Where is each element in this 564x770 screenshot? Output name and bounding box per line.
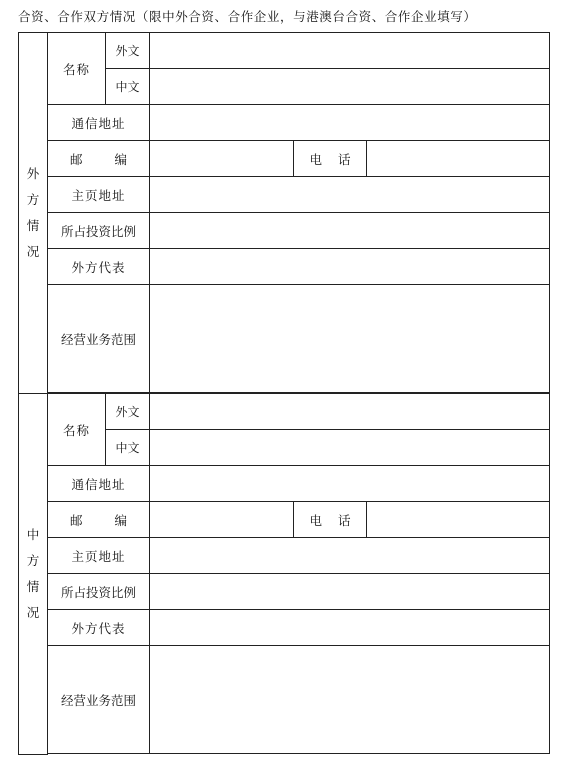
foreign-address-label: 通信地址 <box>48 105 150 141</box>
foreign-name-foreign-label: 外文 <box>106 33 150 69</box>
chinese-postcode-field[interactable] <box>150 502 294 538</box>
chinese-name-foreign-field[interactable] <box>150 394 550 430</box>
foreign-section-label-cell <box>19 33 48 394</box>
chinese-scope-field[interactable] <box>150 646 550 754</box>
chinese-section-label: 中方情况 <box>26 526 40 620</box>
chinese-name-label: 名称 <box>48 394 106 466</box>
chinese-homepage-field[interactable] <box>150 538 550 574</box>
chinese-homepage-label: 主页地址 <box>48 538 150 574</box>
foreign-section-label: 外方情况 <box>26 166 40 259</box>
foreign-name-chinese-field[interactable] <box>150 69 550 105</box>
chinese-representative-label: 外方代表 <box>48 610 150 646</box>
chinese-name-foreign-label: 外文 <box>106 394 150 430</box>
partner-info-table <box>18 32 550 755</box>
foreign-name-label: 名称 <box>48 33 106 105</box>
chinese-address-field[interactable] <box>150 466 550 502</box>
chinese-phone-field[interactable] <box>367 502 550 538</box>
chinese-address-label: 通信地址 <box>48 466 150 502</box>
chinese-name-chinese-label: 中文 <box>106 430 150 466</box>
foreign-phone-label: 电 话 <box>294 141 367 177</box>
foreign-name-chinese-label: 中文 <box>106 69 150 105</box>
chinese-name-chinese-field[interactable] <box>150 430 550 466</box>
foreign-representative-label: 外方代表 <box>48 249 150 285</box>
foreign-representative-field[interactable] <box>150 249 550 285</box>
form-heading: 合资、合作双方情况（限中外合资、合作企业，与港澳台合资、合作企业填写） <box>18 9 477 24</box>
chinese-share-label: 所占投资比例 <box>48 574 150 610</box>
chinese-section-label-cell <box>19 394 48 755</box>
chinese-scope-label: 经营业务范围 <box>48 646 150 754</box>
chinese-share-field[interactable] <box>150 574 550 610</box>
chinese-representative-field[interactable] <box>150 610 550 646</box>
foreign-scope-field[interactable] <box>150 285 550 393</box>
foreign-homepage-label: 主页地址 <box>48 177 150 213</box>
chinese-phone-label: 电 话 <box>294 502 367 538</box>
foreign-name-foreign-field[interactable] <box>150 33 550 69</box>
foreign-share-label: 所占投资比例 <box>48 213 150 249</box>
foreign-phone-field[interactable] <box>367 141 550 177</box>
foreign-postcode-field[interactable] <box>150 141 294 177</box>
foreign-postcode-label: 邮 编 <box>48 141 150 177</box>
foreign-scope-label: 经营业务范围 <box>48 285 150 393</box>
foreign-share-field[interactable] <box>150 213 550 249</box>
chinese-postcode-label: 邮 编 <box>48 502 150 538</box>
foreign-address-field[interactable] <box>150 105 550 141</box>
foreign-homepage-field[interactable] <box>150 177 550 213</box>
